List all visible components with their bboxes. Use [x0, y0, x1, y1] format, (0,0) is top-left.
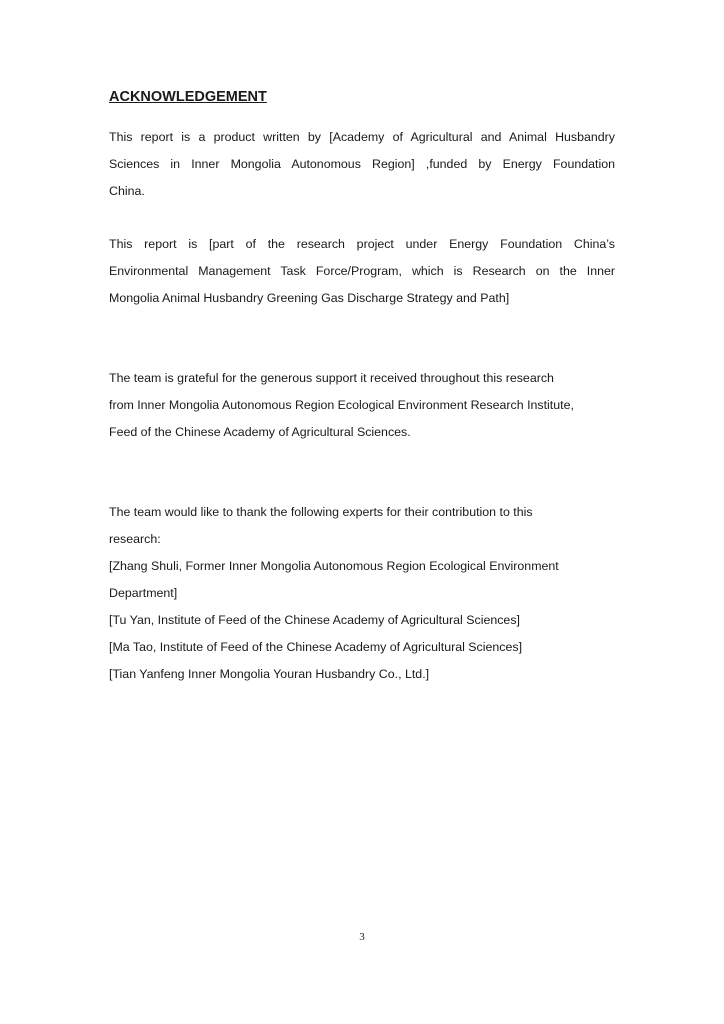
paragraph-expert-thanks	[109, 499, 615, 688]
text-line: Environmental Management Task Force/Program, which is Research on the Inner	[109, 264, 615, 278]
text-line: from Inner Mongolia Autonomous Region Ecological Environment Research Institute,	[109, 398, 574, 412]
acknowledgement-heading: ACKNOWLEDGEMENT	[109, 89, 267, 105]
expert-entry: [Tian Yanfeng Inner Mongolia Youran Husbandry Co., Ltd.]	[109, 667, 430, 681]
text-line: This report is [part of the research project under Energy Foundation China’s	[109, 237, 615, 251]
text-line: This report is a product written by [Academy of Agricultural and Animal Husbandry	[109, 130, 615, 144]
text-line: China.	[109, 184, 145, 198]
text-line: Feed of the Chinese Academy of Agricultural Sciences.	[109, 425, 411, 439]
expert-entry: [Zhang Shuli, Former Inner Mongolia Autonomous Region Ecological Environment	[109, 559, 559, 573]
text-line: Mongolia Animal Husbandry Greening Gas Discharge Strategy and Path]	[109, 291, 510, 305]
expert-entry-continued: Department]	[109, 586, 178, 600]
page-number: 3	[359, 931, 365, 943]
text-line: Sciences in Inner Mongolia Autonomous Region] ,funded by Energy Foundation	[109, 157, 615, 171]
paragraph-report-authorship	[109, 124, 615, 205]
paragraph-gratitude	[109, 365, 615, 446]
text-line: The team would like to thank the following experts for their contribution to this	[109, 505, 533, 519]
paragraph-research-project	[109, 231, 615, 312]
text-line: research:	[109, 532, 161, 546]
text-line: The team is grateful for the generous support it received throughout this research	[109, 371, 554, 385]
expert-entry: [Tu Yan, Institute of Feed of the Chinese Academy of Agricultural Sciences]	[109, 613, 520, 627]
expert-entry: [Ma Tao, Institute of Feed of the Chinese Academy of Agricultural Sciences]	[109, 640, 523, 654]
